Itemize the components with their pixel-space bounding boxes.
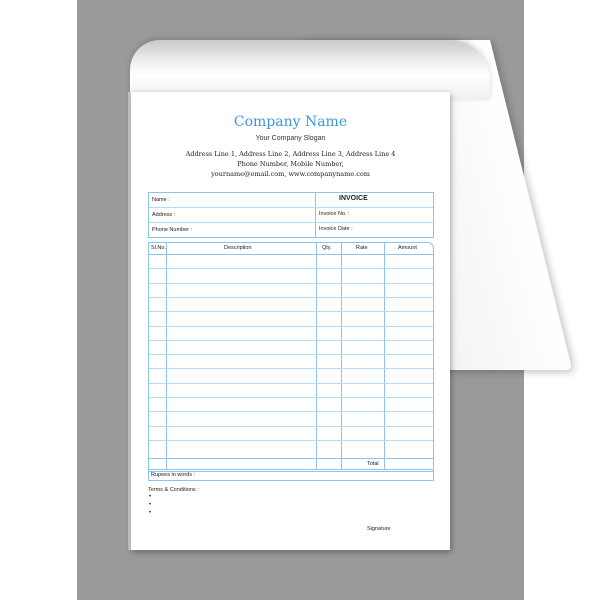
terms-bullet: • bbox=[149, 494, 152, 500]
col-header-slno: Sl.No. bbox=[151, 245, 166, 251]
col-header-rate: Rate bbox=[356, 245, 368, 251]
company-name: Company Name bbox=[233, 114, 348, 130]
table-row-line bbox=[149, 440, 433, 441]
table-row-line bbox=[149, 426, 433, 427]
col-line bbox=[166, 242, 167, 469]
col-header-qty: Qty. bbox=[322, 245, 332, 251]
table-row-line bbox=[149, 311, 433, 312]
total-row-line bbox=[149, 458, 433, 459]
address-block bbox=[131, 149, 450, 179]
table-row-line bbox=[149, 326, 433, 327]
terms-bullet: • bbox=[149, 502, 152, 508]
table-row-line bbox=[149, 411, 433, 412]
invoice-sheet bbox=[131, 92, 450, 550]
address-label: Address : bbox=[152, 212, 176, 218]
invoice-date-label: Invoice Date : bbox=[319, 226, 353, 232]
table-row-line bbox=[149, 354, 433, 355]
phone-line: Phone Number, Mobile Number, bbox=[237, 160, 344, 168]
company-slogan: Your Company Slogan bbox=[255, 135, 326, 142]
page-curl bbox=[130, 40, 490, 100]
phone-label: Phone Number : bbox=[152, 227, 193, 233]
col-line bbox=[384, 242, 385, 469]
table-row-line bbox=[149, 368, 433, 369]
info-divider bbox=[315, 192, 316, 238]
web-line: yourname@email.com, www.companyname.com bbox=[211, 170, 370, 178]
signature-label: Signature bbox=[367, 526, 391, 532]
table-row-line bbox=[149, 340, 433, 341]
info-row-line bbox=[149, 222, 433, 223]
info-row-line bbox=[149, 207, 433, 208]
table-header-line bbox=[149, 254, 433, 255]
terms-bullet: • bbox=[149, 510, 152, 516]
invoice-no-label: Invoice No. : bbox=[319, 211, 350, 217]
terms-label: Terms & Conditions : bbox=[148, 487, 199, 493]
total-label: Total bbox=[367, 461, 379, 467]
col-header-amount: Amount bbox=[398, 245, 417, 251]
invoice-title: INVOICE bbox=[339, 195, 368, 202]
col-line bbox=[341, 242, 342, 469]
col-header-description: Description bbox=[224, 245, 252, 251]
name-label: Name : bbox=[152, 197, 170, 203]
table-row-line bbox=[149, 383, 433, 384]
table-row-line bbox=[149, 297, 433, 298]
rupees-label: Rupees in words : bbox=[151, 472, 196, 478]
table-row-line bbox=[149, 283, 433, 284]
address-line: Address Line 1, Address Line 2, Address Line 3, Address Line 4 bbox=[185, 150, 396, 158]
table-row-line bbox=[149, 397, 433, 398]
col-line bbox=[316, 242, 317, 469]
items-table bbox=[148, 242, 434, 472]
table-row-line bbox=[149, 268, 433, 269]
